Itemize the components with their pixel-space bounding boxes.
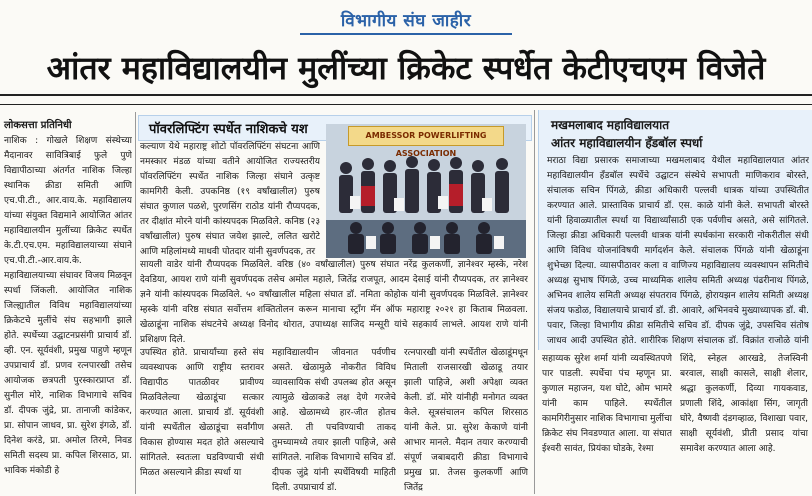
kicker-underline	[300, 33, 512, 35]
column-3-text: महाविद्यालयीन जीवनात पर्वणीच असते. खेळामुळे नोकरीत विविध व्यावसायिक संधी उपलब्ध होत असून त्यामुळे खेळाकडे लक्ष देणे गरजेचे आहे. खेळामध्ये हार-जीत होतच असते. ती पचविण्याची ताकद तुमच्यामध्ये तयार झाली पाहिजे, असे सांगितले. नाशिक विभागाचे सचिव डॉ. दीपक जुंद्रे यांनी स्पर्धेविषयी माहिती दिली. उपप्राचार्य डॉ.	[272, 348, 396, 493]
handball-body: मराठा विद्या प्रसारक समाजाच्या मखमलाबाद येथील महाविद्यालयात आंतर महाविद्यालयीन हँडबॉल स्पर्धेचे उद्घाटन संस्थेचे सभापती माणिकराव बोरस्ते, संचालक सचिन पिंगळे, क्रीडा अधिकारी पल्लवी धात्रक यांच्या उपस्थितीत करण्यात आले. प्रास्ताविक प्राचार्य डॉ. एस. काळे यांनी केले. सभापती बोरस्ते यांनी हिवाळ्यातील स्पर्धा या विद्यार्थ्यांसाठी एक पर्वणीच असते, असे सांगितले. जिल्हा क्रीडा अधिकारी पल्लवी धात्रक यांनी स्पर्धकांना सरकारी नोकरीतील संधी आणि विविध योजनांविषयी मार्गदर्शन केले. संचालक पिंगळे यांनी खेळाडूंना शुभेच्छा दिल्या. व्यासपीठावर कला व वाणिज्य महाविद्यालय व्यवस्थापन समितीचे अध्यक्ष सुभाष पिंगळे, उच्च माध्यमिक शालेय समिती अध्यक्ष पंढरीनाथ पिंगळे, अभिनव शालेय समिती अध्यक्ष संपतराव पिंगळे, होरायझन शालेय समिती अध्यक्ष संजय फडोळ, विद्यालयाचे प्राचार्य डॉ. डी. आवारे, अभिनवचे मुख्याध्यापक डॉ. बी. पवार, जिल्हा विभागीय क्रीडा समितीचे सचिव डॉ. दीपक जुंद्रे, उपसचिव संतोष जाधव आदी उपस्थित होते. शारीरिक शिक्षण संचालक डॉ. विक्रांत राजोळे यांनी	[547, 156, 809, 346]
powerlifting-subhead: पॉवरलिफ्टिंग स्पर्धेत नाशिकचे यश	[149, 122, 308, 137]
handball-title-line-2: आंतर महाविद्यालयीन हँडबॉल स्पर्धा	[551, 136, 703, 150]
column-divider	[135, 112, 136, 494]
kicker: विभागीय संघ जाहीर	[340, 11, 472, 31]
headline-rule-thin	[0, 104, 812, 105]
column-1-text: नाशिक : गोखले शिक्षण संस्थेच्या मैदानावर सावित्रिबाई फुले पुणे विद्यापीठाच्या अंतर्गत नाशिक जिल्हा स्थानिक क्रीडा समिती आणि एच.पी.टी., आर.वाय.के. महाविद्यालय यांच्या संयुक्त विद्यमाने आयोजित आंतर महाविद्यालयीन मुलींच्या क्रिकेट स्पर्धेत के.टी.एच.एम. महाविद्यालयाच्या संघाने एच.पी.टी.-आर.वाय.के. महाविद्यालयाच्या संघावर विजय मिळवून स्पर्धा जिंकली. आयोजित नाशिक जिल्ह्यातील विविध महाविद्यालयांच्या क्रिकेटचे मुलींचे संघ सहभागी झाले होते. स्पर्धेच्या उद्घाटनप्रसंगी प्राचार्य डॉ. व्ही. एन. सूर्यवंशी, प्रमुख पाहुणे म्हणून उपप्राचार्य डॉ. प्रणव रत्नपारखी तसेच आयोजक छत्रपती पुरस्कारप्राप्त डॉ. सुनील मोरे, नाशिक विभागाचे सचिव डॉ. दीपक जुंद्रे, प्रा. तानाजी कांडेकर, प्रा. सोपान जाधव, प्रा. सुरेश इंगळे, डॉ. दिनेश करंडे, प्रा. अमोल तिरमे, निवड समिती सदस्य प्रा. कपिल शिरसाठ, प्रा. भाविक मंकोडी हे	[4, 136, 132, 476]
column-5-text: सहाय्यक सुरेश शर्मा यांनी व्यवस्थितपणे पार पाडली. स्पर्धेचा पंच म्हणून प्रा. कुणाल महाजन, यश घोटे, ओम भामरे यांनी काम पाहिले. स्पर्धेतील कामगिरीनुसार नाशिक विभागाचा मुलींचा क्रिकेट संघ निवडण्यात आला. या संघात ईश्वरी सावंत, प्रियंका घोडके, रेश्मा	[542, 354, 672, 454]
column-4-text: रत्नपारखी यांनी स्पर्धेतील खेळाडूंमधून मिताली राजसारखी खेळाडू तयार झाली पाहिजे, अशी अपेक्षा व्यक्त केली. डॉ. मोरे यांनीही मनोगत व्यक्त केले. सूत्रसंचालन कपिल शिरसाठ यांनी केले. प्रा. सुरेश केकाणे यांनी आभार मानले. मैदान तयार करण्याची संपूर्ण जबाबदारी क्रीडा विभागाचे प्रमुख प्रा. तेजस कुलकर्णी आणि जितेंद्र	[404, 348, 528, 493]
right-column-divider	[534, 110, 535, 494]
handball-box	[538, 110, 812, 350]
powerlifting-body-continued: सायली वाडेर यांनी रौप्यपदक मिळविले. वरिष्ठ (४० वर्षांखालील) पुरुष संघात नरेंद्र कुलकर्णी, ज्ञानेश्वर म्हस्के, नरेश देवडिया, आयश राणे यांनी सुवर्णपदक तसेच अमोल महाले, जितेंद्र राजपूत, आदम देसाई यांनी रौप्यपदक, तर ज्ञानेश्वर ज्ञने यांनी कांस्यपदक मिळविले. ५० वर्षांखालील महिला संघात डॉ. नमिता कोहोक यांनी सुवर्णपदक मिळविले. ज्ञानेश्वर म्हस्के यांनी वरिष्ठ संघात सर्वोत्तम शक्तितोलन करून मानाचा स्ट्रॉंग मॅन ऑफ महाराष्ट्र २०२१ हा किताब मिळवला. खेळाडूंना नाशिक संघटनेचे अध्यक्ष विनोद थोरात, उपाध्यक्ष साजिद मन्सूरी यांचे सहकार्य लाभले. आयश राणे यांनी प्रशिक्षण दिले.	[140, 260, 528, 345]
column-6-text: शिंदे, स्नेहल आरखडे, तेजस्विनी बरवाल, साक्षी कासले, साक्षी शेलार, श्रद्धा कुलकर्णी, दिव्या गायकवाड, प्रणाली शिंदे, आकांक्षा सिंग, जागृती घोरे, वैष्णवी दंडगव्हाळ, विशाखा पवार, साक्षी सूर्यवंशी, प्रीती प्रसाद यांचा समावेश करण्यात आला आहे.	[680, 354, 808, 454]
team-photo	[326, 124, 526, 258]
photo-banner: AMBESSOR POWERLIFTING ASSOCIATION	[348, 126, 504, 146]
column-2-text: उपस्थित होते. प्राचार्यांच्या हस्ते संघ व्यवस्थापक आणि राष्ट्रीय स्तरावर विद्यापीठ पातळीवर प्रावीण्य मिळविलेल्या खेळाडूंचा सत्कार करण्यात आला. प्राचार्य डॉ. सूर्यवंशी यांनी स्पर्धेतील खेळाडूंचा सर्वांगीण विकास होण्यास मदत होते असल्याचे सांगितले. स्वतःला घडविण्याची संधी मिळत असल्याने क्रीडा स्पर्धा या	[140, 348, 264, 478]
headline: आंतर महाविद्यालयीन मुलींच्या क्रिकेट स्पर्धेत केटीएचएम विजेते	[46, 49, 766, 87]
powerlifting-body: कल्याण येथे महाराष्ट्र शोटो पॉवरलिफ्टिंग संघटना आणि नमस्कार मंडळ यांच्या वतीने आयोजित राज्यस्तरीय पॉवरलिफ्टिंग स्पर्धेत नाशिक जिल्हा संघाने उत्कृष्ट कामगिरी केली. उपकनिष्ठ (१९ वर्षांखालील) पुरुष संघात कुणाल पळशे, पुरणसिंग राठोड यांनी रौप्यपदक, तर दीक्षांत मोरने यांनी कांस्यपदक मिळविले. कनिष्ठ (२३ वर्षांखालील) पुरुष संघात जयेश झाल्टे, ललित खरोटे आणि महिलांमध्ये माधवी पोतदार यांनी सुवर्णपदक, तर	[140, 142, 320, 257]
handball-title-line-1: मखमलाबाद महाविद्यालयात	[551, 118, 670, 132]
headline-rule	[0, 94, 812, 96]
byline: लोकसत्ता प्रतिनिधी	[4, 120, 72, 131]
handball-title	[551, 116, 702, 152]
